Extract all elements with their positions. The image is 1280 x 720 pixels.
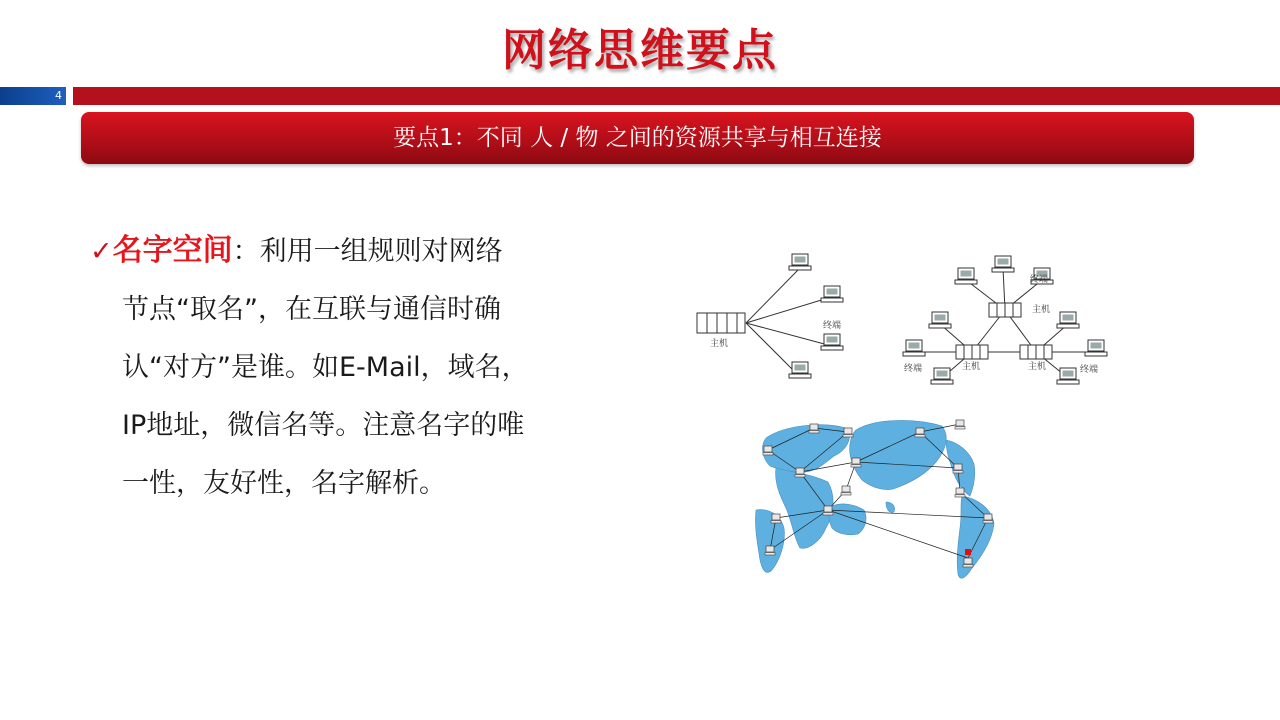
star-topology — [697, 254, 843, 378]
star-terminal-label: 终端 — [823, 321, 842, 331]
first-line — [90, 222, 630, 281]
body-text — [90, 222, 630, 513]
mesh-terminal-label-top: 终端 — [1030, 275, 1049, 285]
mesh-topology — [903, 256, 1107, 384]
mesh-terminal-label-right: 终端 — [1080, 365, 1099, 375]
term-name-space: 名字空间 — [112, 233, 233, 268]
slide-title: 网络思维要点 — [502, 25, 778, 76]
text-line-1: ：利用一组规则对网络 — [232, 236, 503, 267]
highlighted-node-marker — [965, 549, 971, 555]
network-topology-figure — [690, 240, 1120, 400]
key-point-banner: 要点1：不同 人 / 物 之间的资源共享与相互连接 — [81, 112, 1194, 164]
check-icon: ✓ — [90, 236, 113, 267]
page-number: 4 — [55, 89, 62, 102]
mesh-host-label-top: 主机 — [1032, 305, 1051, 315]
text-line-4: IP地址，微信名等。注意名字的唯 — [122, 410, 525, 441]
header-bar-red — [73, 87, 1280, 105]
mesh-host-label-left: 主机 — [962, 362, 981, 372]
world-network-map — [736, 410, 1004, 585]
text-line-2: 节点“取名”，在互联与通信时确 — [122, 294, 501, 325]
text-line-5: 一性，友好性，名字解析。 — [122, 468, 446, 499]
star-host-label: 主机 — [710, 339, 729, 349]
mesh-host-label-right: 主机 — [1028, 362, 1047, 372]
mesh-terminal-label-left: 终端 — [904, 364, 923, 374]
text-line-3: 认“对方”是谁。如E-Mail，域名， — [122, 352, 529, 383]
